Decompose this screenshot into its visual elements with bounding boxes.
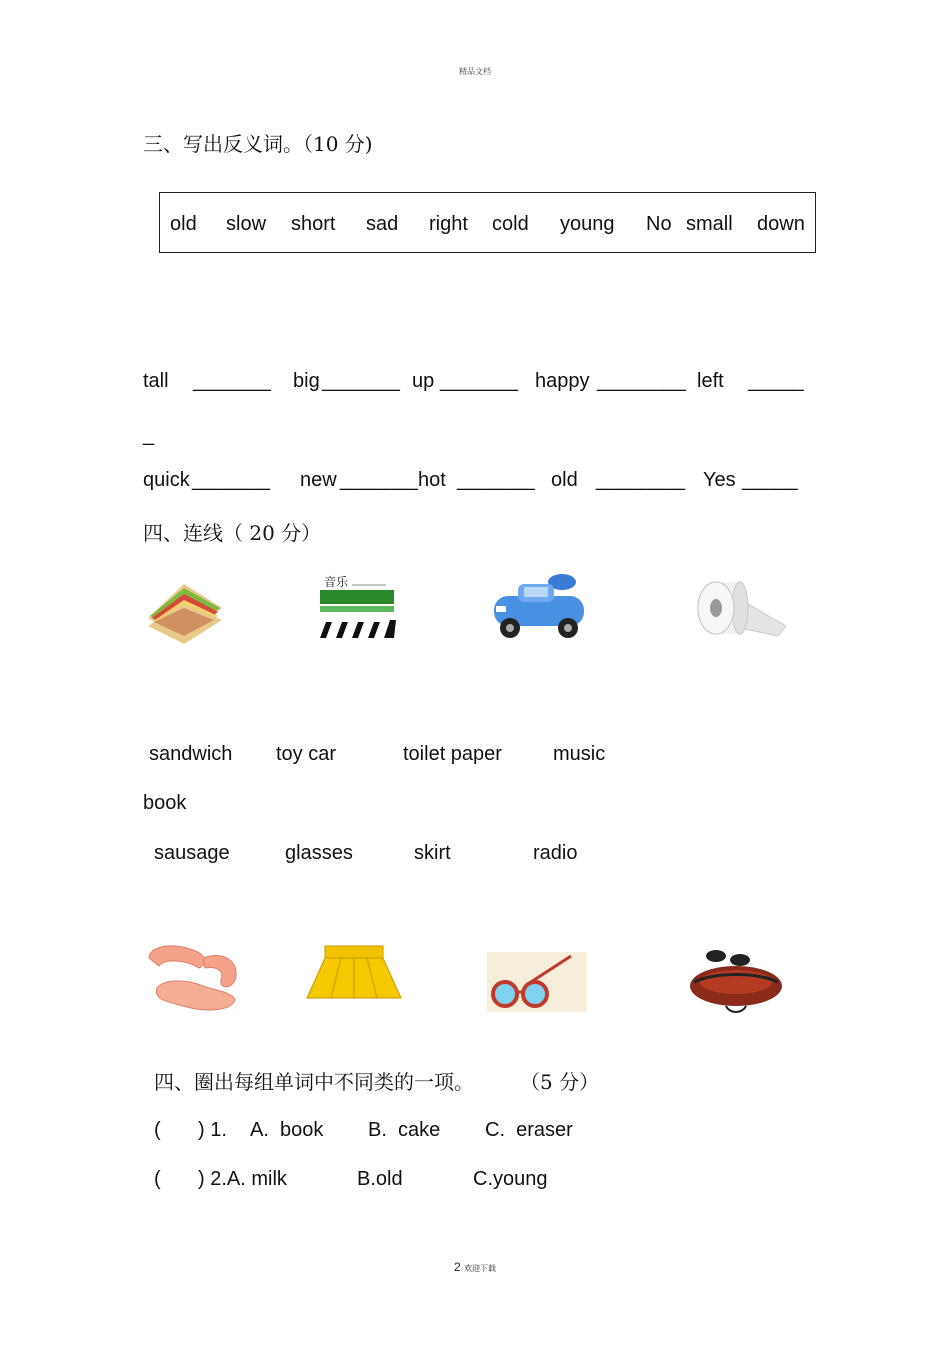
option-b[interactable]: B.old bbox=[357, 1168, 403, 1190]
match-word[interactable]: toilet paper bbox=[403, 743, 502, 765]
answer-blank[interactable]: _____ bbox=[748, 370, 804, 392]
question-number: ) 2.A. milk bbox=[198, 1168, 287, 1190]
antonym-prompt: old bbox=[551, 469, 578, 491]
match-word[interactable]: sandwich bbox=[149, 743, 233, 765]
skirt-picture[interactable] bbox=[305, 944, 403, 1008]
word-bank-item: sad bbox=[366, 213, 399, 235]
option-c[interactable]: C. eraser bbox=[485, 1119, 573, 1141]
answer-blank-wrap[interactable]: _ bbox=[143, 424, 155, 446]
answer-blank[interactable]: ________ bbox=[596, 469, 685, 491]
match-word[interactable]: music bbox=[553, 743, 606, 765]
word-bank-box bbox=[159, 192, 816, 253]
antonym-prompt: happy bbox=[535, 370, 590, 392]
word-bank-item: right bbox=[429, 213, 468, 235]
word-bank-item: small bbox=[686, 213, 733, 235]
section-4-title: 四、连线（ 20 分） bbox=[143, 521, 322, 545]
option-c[interactable]: C.young bbox=[473, 1168, 548, 1190]
match-word[interactable]: sausage bbox=[154, 842, 230, 864]
answer-blank[interactable]: _______ bbox=[193, 370, 271, 392]
sausage-picture[interactable] bbox=[143, 940, 243, 1016]
option-a[interactable]: A. book bbox=[250, 1119, 324, 1141]
question-number: ) 1. bbox=[198, 1119, 227, 1141]
word-bank-item: cold bbox=[492, 213, 529, 235]
answer-blank[interactable]: _______ bbox=[440, 370, 518, 392]
answer-paren[interactable]: ( bbox=[154, 1119, 161, 1141]
svg-text:音乐: 音乐 bbox=[324, 575, 349, 589]
page-header: 精品文档 bbox=[459, 67, 491, 76]
antonym-prompt: new bbox=[300, 469, 337, 491]
antonym-prompt: big bbox=[293, 370, 320, 392]
match-word[interactable]: radio bbox=[533, 842, 578, 864]
answer-blank[interactable]: _______ bbox=[340, 469, 418, 491]
section-odd-score: （5 分） bbox=[520, 1070, 600, 1094]
page-footer bbox=[0, 1260, 950, 1274]
antonym-prompt: Yes bbox=[703, 469, 736, 491]
word-bank-item: short bbox=[291, 213, 336, 235]
match-word[interactable]: toy car bbox=[276, 743, 337, 765]
music-book-picture[interactable] bbox=[316, 572, 398, 642]
antonym-prompt: hot bbox=[418, 469, 446, 491]
word-bank-item: No bbox=[646, 213, 672, 235]
page-number: 2 bbox=[453, 1260, 461, 1274]
option-b[interactable]: B. cake bbox=[368, 1119, 441, 1141]
word-bank-item: slow bbox=[226, 213, 267, 235]
section-3-title: 三、写出反义词。（10 分) bbox=[143, 132, 373, 156]
word-bank-item: down bbox=[757, 213, 805, 235]
answer-blank[interactable]: _______ bbox=[457, 469, 535, 491]
match-word[interactable]: skirt bbox=[414, 842, 451, 864]
antonym-prompt: left bbox=[697, 370, 724, 392]
answer-blank[interactable]: _______ bbox=[192, 469, 270, 491]
answer-paren[interactable]: ( bbox=[154, 1168, 161, 1190]
footer-text: 欢迎下载 bbox=[464, 1264, 497, 1273]
word-bank-item: young bbox=[560, 213, 615, 235]
toilet-paper-picture[interactable] bbox=[694, 576, 794, 640]
word-bank-item: old bbox=[170, 213, 197, 235]
match-word[interactable]: glasses bbox=[285, 842, 353, 864]
glasses-picture[interactable] bbox=[487, 952, 587, 1012]
section-odd-title: 四、圈出每组单词中不同类的一项。 bbox=[154, 1070, 474, 1094]
antonym-prompt: quick bbox=[143, 469, 190, 491]
answer-blank[interactable]: _______ bbox=[322, 370, 400, 392]
toy-car-picture[interactable] bbox=[488, 572, 590, 644]
answer-blank[interactable]: ________ bbox=[597, 370, 686, 392]
antonym-prompt: up bbox=[412, 370, 435, 392]
radio-picture[interactable] bbox=[686, 942, 786, 1020]
antonym-prompt: tall bbox=[143, 370, 169, 392]
match-word-wrap[interactable]: book bbox=[143, 792, 187, 814]
sandwich-picture[interactable] bbox=[144, 578, 226, 646]
answer-blank[interactable]: _____ bbox=[742, 469, 798, 491]
